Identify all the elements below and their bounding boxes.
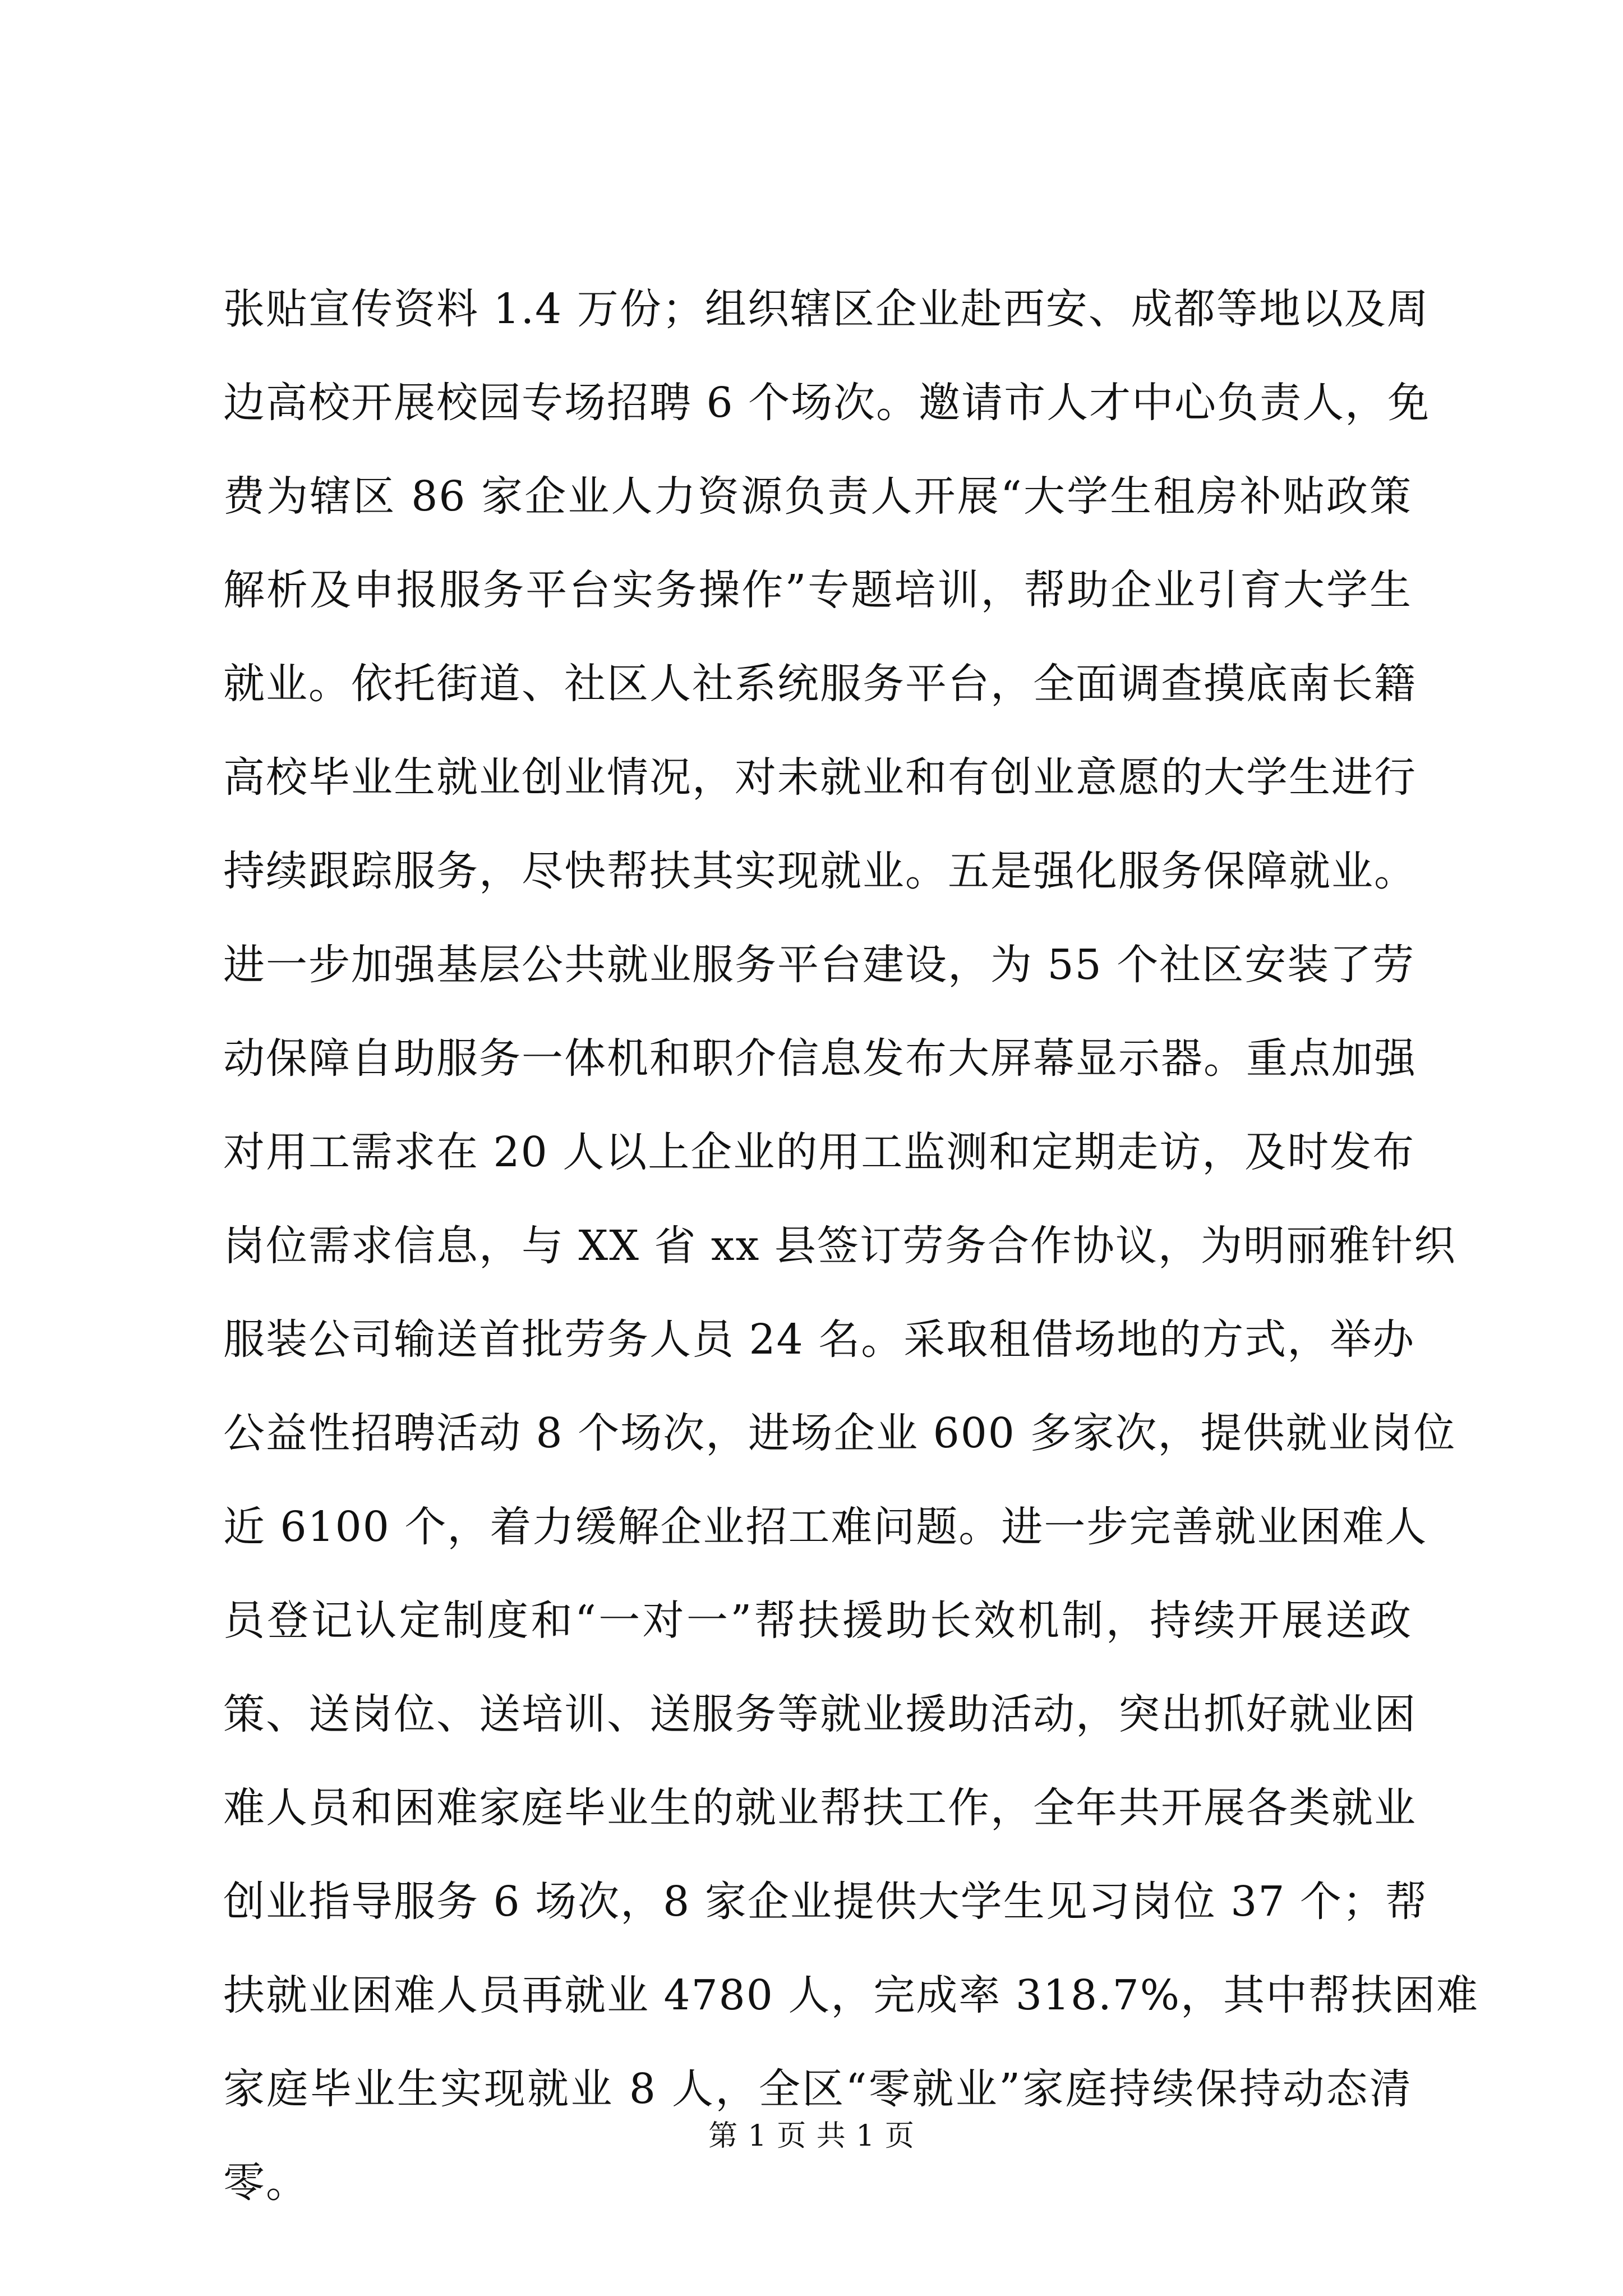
text-line: 张贴宣传资料 1.4 万份；组织辖区企业赴西安、成都等地以及周 — [223, 285, 1430, 333]
text-line: 员登记认定制度和“一对一”帮扶援助长效机制，持续开展送政 — [223, 1596, 1412, 1645]
text-line: 对用工需求在 20 人以上企业的用工监测和定期走访，及时发布 — [223, 1128, 1415, 1176]
text-line: 策、送岗位、送培训、送服务等就业援助活动，突出抓好就业困 — [223, 1690, 1417, 1738]
text-line: 服装公司输送首批劳务人员 24 名。采取租借场地的方式，举办 — [223, 1315, 1415, 1364]
body-text — [223, 263, 1479, 2230]
text-line: 创业指导服务 6 场次，8 家企业提供大学生见习岗位 37 个；帮 — [223, 1878, 1428, 1926]
text-line: 边高校开展校园专场招聘 6 个场次。邀请市人才中心负责人，免 — [223, 379, 1431, 427]
page-footer: 第 1 页 共 1 页 — [708, 2119, 915, 2153]
text-line: 公益性招聘活动 8 个场次，进场企业 600 多家次，提供就业岗位 — [223, 1409, 1456, 1457]
text-line: 岗位需求信息，与 XX 省 xx 县签订劳务合作协议，为明丽雅针织 — [223, 1222, 1456, 1270]
text-line: 扶就业困难人员再就业 4780 人，完成率 318.7%，其中帮扶困难 — [223, 1971, 1479, 2019]
text-line: 解析及申报服务平台实务操作”专题培训，帮助企业引育大学生 — [223, 566, 1412, 614]
text-line-last: 零。 — [223, 2159, 308, 2207]
text-line: 进一步加强基层公共就业服务平台建设，为 55 个社区安装了劳 — [223, 941, 1415, 989]
text-line: 近 6100 个，着力缓解企业招工难问题。进一步完善就业困难人 — [223, 1503, 1428, 1551]
text-line: 费为辖区 86 家企业人力资源负责人开展“大学生租房补贴政策 — [223, 472, 1412, 521]
text-line: 高校毕业生就业创业情况，对未就业和有创业意愿的大学生进行 — [223, 753, 1417, 802]
text-line: 持续跟踪服务，尽快帮扶其实现就业。五是强化服务保障就业。 — [223, 847, 1417, 895]
text-line: 就业。依托街道、社区人社系统服务平台，全面调查摸底南长籍 — [223, 660, 1417, 708]
text-line: 动保障自助服务一体机和职介信息发布大屏幕显示器。重点加强 — [223, 1034, 1417, 1083]
text-line: 家庭毕业生实现就业 8 人，全区“零就业”家庭持续保持动态清 — [223, 2065, 1412, 2113]
text-line: 难人员和困难家庭毕业生的就业帮扶工作，全年共开展各类就业 — [223, 1784, 1417, 1832]
